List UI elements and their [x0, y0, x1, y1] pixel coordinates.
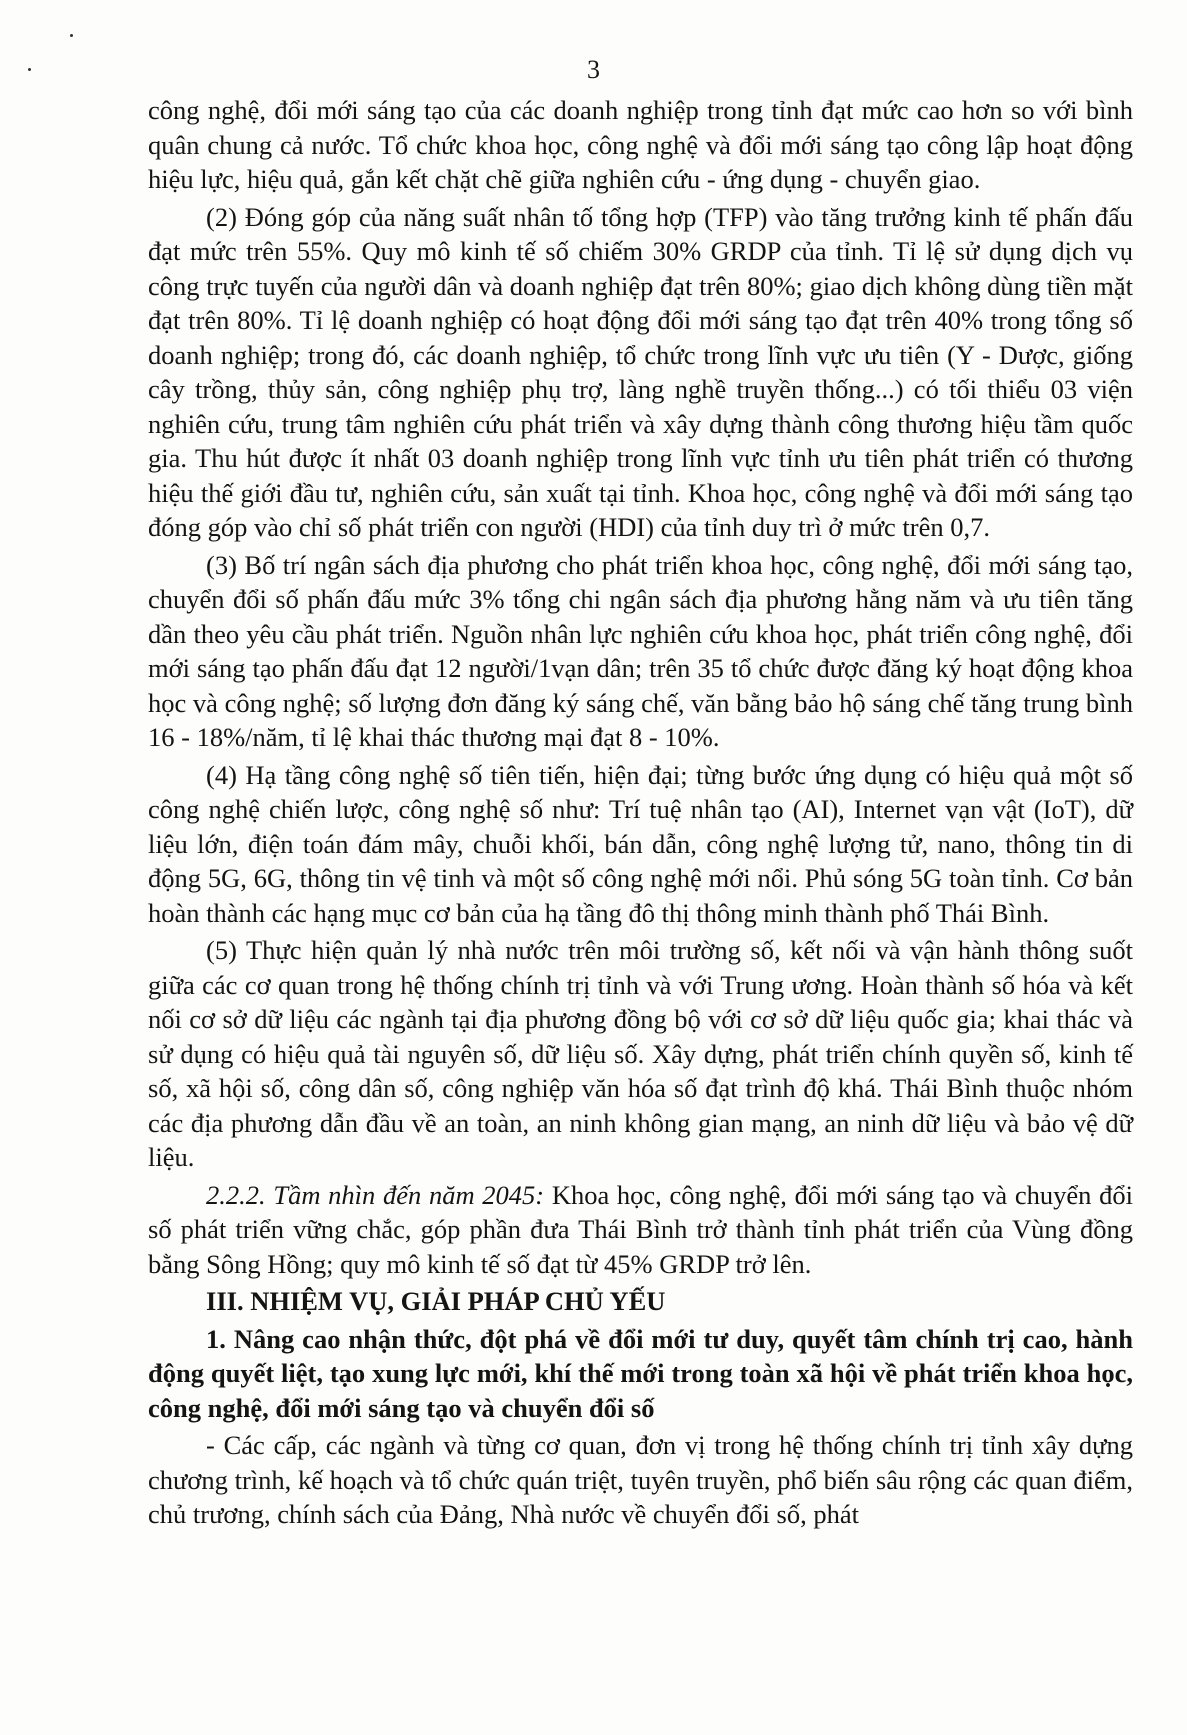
paragraph-continuation: công nghệ, đổi mới sáng tạo của các doanh nghiệp trong tỉnh đạt mức cao hơn so với bình quân chung cả nước. Tổ chức khoa học, công nghệ và đổi mới sáng tạo công lập hoạt động hiệu lực, hiệu quả, gắn kết chặt chẽ giữa nghiên cứu - ứng dụng - chuyển giao. [148, 95, 1133, 194]
paragraph-target-3: (3) Bố trí ngân sách địa phương cho phát triển khoa học, công nghệ, đổi mới sáng tạo, chuyển đổi số phấn đấu mức 3% tổng chi ngân sách địa phương hằng năm và ưu tiên tăng dần theo yêu cầu phát triển. Nguồn nhân lực nghiên cứu khoa học, phát triển công nghệ, đổi mới sáng tạo phấn đấu đạt 12 người/1vạn dân; trên 35 tổ chức được đăng ký hoạt động khoa học và công nghệ; số lượng đơn đăng ký sáng chế, văn bằng bảo hộ sáng chế tăng trung bình 16 - 18%/năm, tỉ lệ khai thác thương mại đạt 8 - 10%. [148, 549, 1133, 752]
paragraph-vision-2045 [148, 1178, 1133, 1282]
section-heading: III. NHIỆM VỤ, GIẢI PHÁP CHỦ YẾU [206, 1286, 666, 1316]
subsection-heading: 1. Nâng cao nhận thức, đột phá về đổi mới tư duy, quyết tâm chính trị cao, hành động quyết liệt, tạo xung lực mới, khí thế mới trong toàn xã hội về phát triển khoa học, công nghệ, đổi mới sáng tạo và chuyển đổi số [148, 1323, 1133, 1423]
vision-label: 2.2.2. Tầm nhìn đến năm 2045: [206, 1179, 545, 1210]
paragraph-target-2: (2) Đóng góp của năng suất nhân tố tổng hợp (TFP) vào tăng trưởng kinh tế phấn đấu đạt mức trên 55%. Quy mô kinh tế số chiếm 30% GRDP của tỉnh. Tỉ lệ sử dụng dịch vụ công trực tuyến của người dân và doanh nghiệp đạt trên 80%; giao dịch không dùng tiền mặt đạt trên 80%. Tỉ lệ doanh nghiệp có hoạt động đổi mới sáng tạo đạt trên 40% trong tổng số doanh nghiệp; trong đó, các doanh nghiệp, tổ chức trong lĩnh vực ưu tiên (Y - Dược, giống cây trồng, thủy sản, công nghiệp phụ trợ, làng nghề truyền thống...) có tối thiểu 03 viện nghiên cứu, trung tâm nghiên cứu phát triển và xây dựng thành công thương hiệu tầm quốc gia. Thu hút được ít nhất 03 doanh nghiệp trong lĩnh vực tỉnh ưu tiên phát triển có thương hiệu thế giới đầu tư, nghiên cứu, sản xuất tại tỉnh. Khoa học, công nghệ và đổi mới sáng tạo đóng góp vào chỉ số phát triển con người (HDI) của tỉnh duy trì ở mức trên 0,7. [148, 201, 1133, 542]
paragraph-task-1: - Các cấp, các ngành và từng cơ quan, đơn vị trong hệ thống chính trị tỉnh xây dựng chương trình, kế hoạch và tổ chức quán triệt, tuyên truyền, phổ biến sâu rộng các quan điểm, chủ trương, chính sách của Đảng, Nhà nước về chuyển đổi số, phát [148, 1430, 1133, 1529]
paragraph-target-4: (4) Hạ tầng công nghệ số tiên tiến, hiện đại; từng bước ứng dụng có hiệu quả một số công nghệ chiến lược, công nghệ số như: Trí tuệ nhân tạo (AI), Internet vạn vật (IoT), dữ liệu lớn, điện toán đám mây, chuỗi khối, bán dẫn, công nghệ lượng tử, nano, thông tin di động 5G, 6G, thông tin vệ tinh và một số công nghệ mới nổi. Phủ sóng 5G toàn tỉnh. Cơ bản hoàn thành các hạng mục cơ bản của hạ tầng đô thị thông minh thành phố Thái Bình. [148, 759, 1133, 928]
document-body [148, 93, 1133, 1535]
paragraph-target-5: (5) Thực hiện quản lý nhà nước trên môi trường số, kết nối và vận hành thông suốt giữa các cơ quan trong hệ thống chính trị tỉnh và với Trung ương. Hoàn thành số hóa và kết nối cơ sở dữ liệu các ngành tại địa phương đồng bộ với cơ sở dữ liệu quốc gia; khai thác và sử dụng có hiệu quả tài nguyên số, dữ liệu số. Xây dựng, phát triển chính quyền số, kinh tế số, xã hội số, công dân số, công nghiệp văn hóa số đạt trình độ khá. Thái Bình thuộc nhóm các địa phương dẫn đầu về an toàn, an ninh không gian mạng, an ninh dữ liệu và bảo vệ dữ liệu. [148, 935, 1133, 1172]
scan-speck [70, 34, 73, 37]
page-number: 3 [587, 55, 600, 84]
vision-text: Khoa học, công nghệ, đổi mới sáng tạo và chuyển đổi số phát triển vững chắc, góp phần đưa Thái Bình trở thành tỉnh phát triển của Vùng đồng bằng Sông Hồng; quy mô kinh tế số đạt từ 45% GRDP trở lên. [148, 1179, 1133, 1279]
